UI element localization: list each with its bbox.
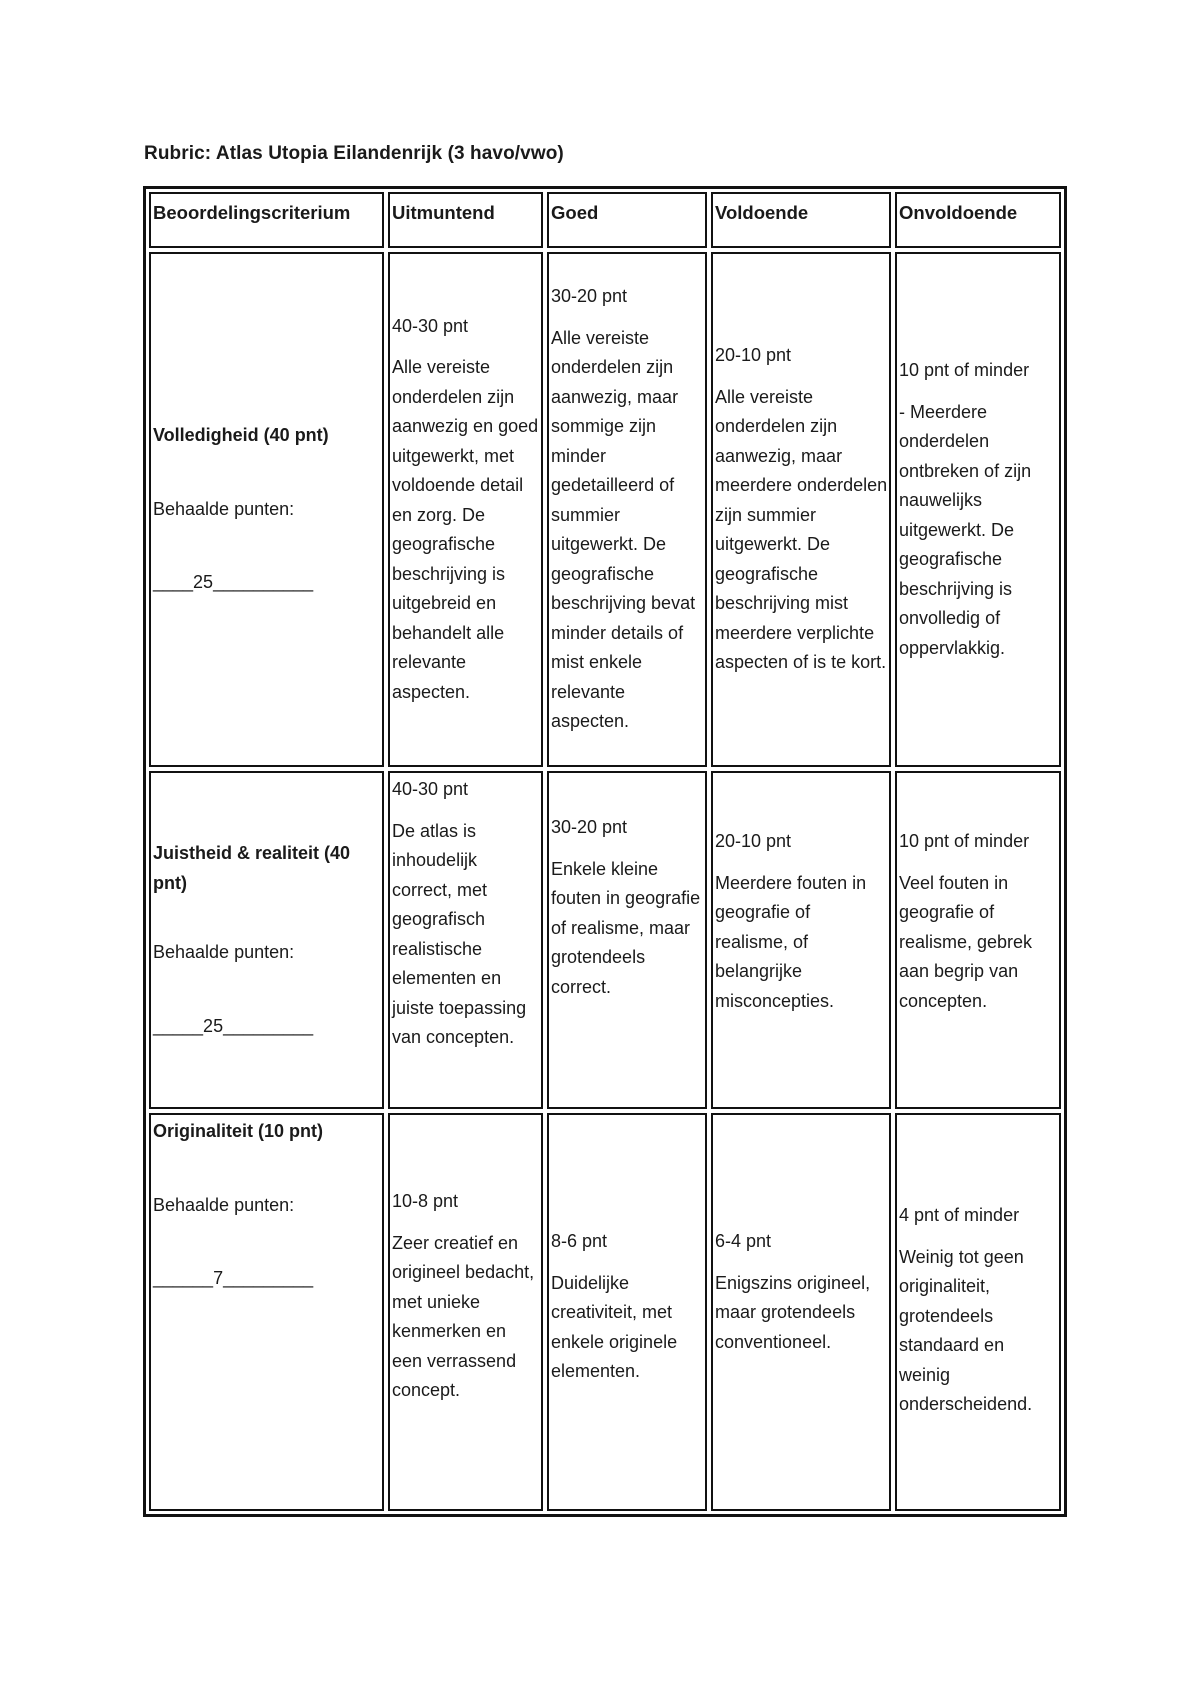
score-label: Behaalde punten: <box>153 1194 295 1215</box>
score-line[interactable]: ____25__________ <box>153 572 314 593</box>
criterion-name: Originaliteit (10 pnt) <box>153 1121 324 1141</box>
points-range: 20-10 pnt <box>715 831 792 851</box>
rating-description: Zeer creatief en origineel bedacht, met unieke kenmerken en een verrassend concept. <box>392 1232 535 1400</box>
points-range: 10 pnt of minder <box>899 831 1030 851</box>
points-range: 30-20 pnt <box>551 286 628 307</box>
rubric-table <box>143 186 1067 1517</box>
rating-cell <box>895 771 1061 1109</box>
rating-description: Enkele kleine fouten in geografie of realisme, maar grotendeels correct. <box>551 858 701 997</box>
rating-description: Alle vereiste onderdelen zijn aanwezig, maar meerdere onderdelen zijn summier uitgewerkt. De geografische beschrijving mist meerdere verplichte aspecten of is te kort. <box>715 386 888 673</box>
rating-description: Enigszins origineel, maar grotendeels conventioneel. <box>715 1272 871 1352</box>
rating-description: De atlas is inhoudelijk correct, met geografisch realistische elementen en juiste toepassing van concepten. <box>392 820 527 1047</box>
points-range: 8-6 pnt <box>551 1231 608 1251</box>
rating-cell <box>711 1113 891 1511</box>
rating-cell <box>547 252 707 767</box>
header-uitmuntend: Uitmuntend <box>388 192 543 248</box>
rating-description: Meerdere fouten in geografie of realisme, of belangrijke misconcepties. <box>715 872 867 1011</box>
points-range: 6-4 pnt <box>715 1231 772 1251</box>
points-range: 40-30 pnt <box>392 779 469 799</box>
rating-cell <box>895 1113 1061 1511</box>
document-title: Rubric: Atlas Utopia Eilandenrijk (3 havo/vwo) <box>144 143 564 164</box>
score-line[interactable]: ______7_________ <box>153 1268 314 1288</box>
rating-description: Duidelijke creativiteit, met enkele originele elementen. <box>551 1272 678 1381</box>
points-range: 40-30 pnt <box>392 315 469 336</box>
criterion-name: Juistheid & realiteit (40 pnt) <box>153 843 351 893</box>
criterion-cell-originaliteit <box>149 1113 384 1511</box>
rating-cell <box>547 1113 707 1511</box>
rating-cell <box>547 771 707 1109</box>
points-range: 30-20 pnt <box>551 817 628 837</box>
rating-cell <box>711 252 891 767</box>
rating-description: Alle vereiste onderdelen zijn aanwezig en goed uitgewerkt, met voldoende detail en zorg. De geografische beschrijving is uitgebreid en behandelt alle relevante aspecten. <box>392 357 539 702</box>
criterion-cell-volledigheid <box>149 252 384 767</box>
rating-cell <box>895 252 1061 767</box>
score-label: Behaalde punten: <box>153 942 295 962</box>
rating-cell <box>388 252 543 767</box>
rating-description: Veel fouten in geografie of realisme, gebrek aan begrip van concepten. <box>899 872 1033 1011</box>
header-voldoende: Voldoende <box>711 192 891 248</box>
rating-cell <box>388 771 543 1109</box>
header-onvoldoende: Onvoldoende <box>895 192 1061 248</box>
rating-cell <box>711 771 891 1109</box>
points-range: 20-10 pnt <box>715 345 792 366</box>
rating-description: Alle vereiste onderdelen zijn aanwezig, maar sommige zijn minder gedetailleerd of summier uitgewerkt. De geografische beschrijving bevat minder details of mist enkele relevante aspecten. <box>551 327 696 732</box>
criterion-cell-juistheid <box>149 771 384 1109</box>
points-range: 10-8 pnt <box>392 1191 459 1211</box>
score-line[interactable]: _____25_________ <box>153 1015 314 1036</box>
criterion-name: Volledigheid (40 pnt) <box>153 425 329 446</box>
rating-description: Weinig tot geen originaliteit, grotendeels standaard en weinig onderscheidend. <box>899 1246 1033 1414</box>
points-range: 4 pnt of minder <box>899 1205 1020 1225</box>
rating-description: - Meerdere onderdelen ontbreken of zijn nauwelijks uitgewerkt. De geografische beschrijving is onvolledig of oppervlakkig. <box>899 401 1032 658</box>
header-criterion: Beoordelingscriterium <box>149 192 384 248</box>
points-range: 10 pnt of minder <box>899 360 1030 380</box>
rating-cell <box>388 1113 543 1511</box>
header-goed: Goed <box>547 192 707 248</box>
score-label: Behaalde punten: <box>153 498 295 519</box>
